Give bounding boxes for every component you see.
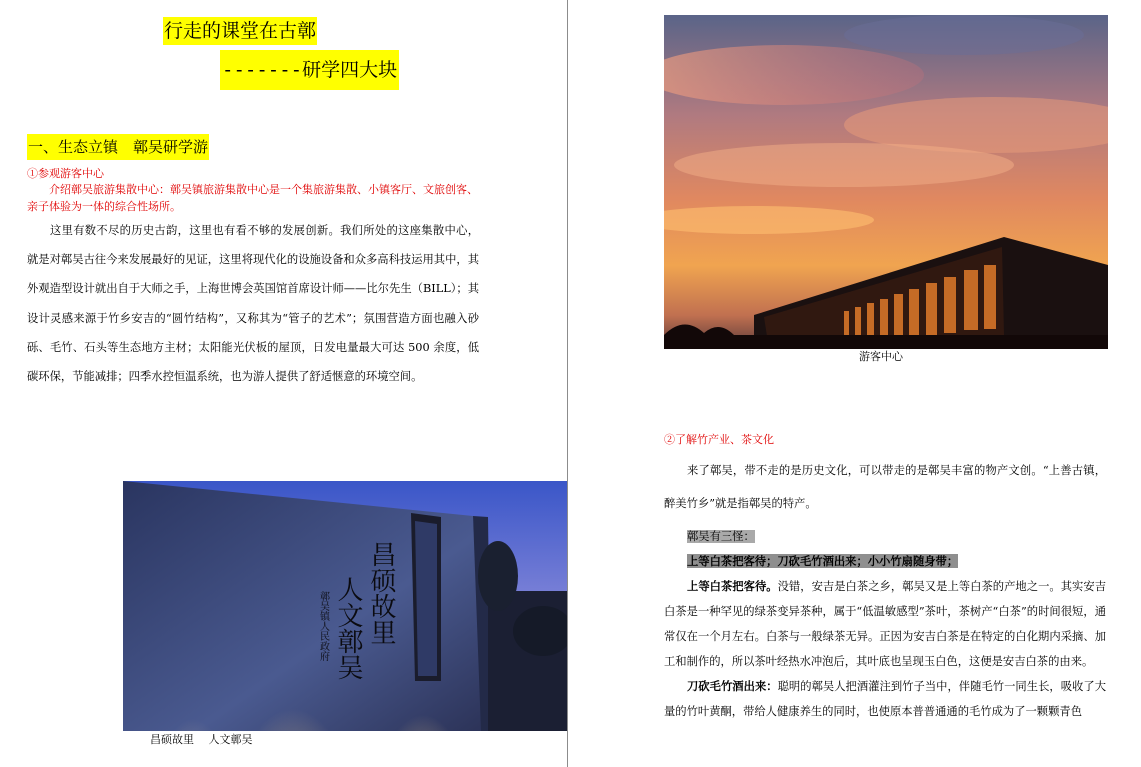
tea-title: 上等白茶把客待。 <box>687 579 778 593</box>
section-heading: 一、生态立镇 鄣吴研学游 <box>27 134 209 160</box>
bamboo-paragraph <box>664 674 1106 724</box>
right-body <box>664 454 1106 724</box>
svg-text:昌硕故里: 昌硕故里 <box>366 541 396 645</box>
bamboo-title: 刀砍毛竹酒出来： <box>687 679 778 693</box>
tea-text: 没错，安吉是白茶之乡，鄣吴又是上等白茶的产地之一。其实安吉白茶是一种罕见的绿茶变异茶种，属于“低温敏感型”茶叶，茶树产“白茶”的时间很短，通常仅在一个月左右。白茶与一般绿茶无异。正因为安吉白茶是在特定的白化期内采摘、加工和制作的，所以茶叶经热水冲泡后，其叶底也呈现玉白色，这便是安吉白茶的由来。 <box>664 580 1106 668</box>
document-title: 行走的课堂在古鄣 <box>163 17 317 45</box>
sub-heading-visitor-center: ①参观游客中心 <box>27 167 104 180</box>
three-wonders-label-line <box>664 524 1106 549</box>
paragraph-text: 这里有数不尽的历史古韵，这里也有看不够的发展创新。我们所处的这座集散中心，就是对鄣吴古往今来发展最好的见证，这里将现代化的设施设备和众多高科技运用其中，其外观造型设计就出自于大师之手，上海世博会英国馆首席设计师——比尔先生（BILL）；其设计灵感来源于竹乡安吉的“圆竹结构”，又称其为“管子的艺术”；氛围营造方面也融入砂砾、毛竹、石头等生态地方主材；太阳能光伏板的屋顶，日发电量最大可达 500 余度，低碳环保，节能减排；四季水控恒温系统，也为游人提供了舒适惬意的环境空间。 <box>27 224 479 384</box>
document-subtitle <box>220 50 399 90</box>
wall-photo-caption: 昌硕故里 人文鄣吴 <box>150 733 253 746</box>
three-wonders-label: 鄣吴有三怪： <box>687 530 755 543</box>
three-wonders: 上等白茶把客待；刀砍毛竹酒出来；小小竹扇随身带； <box>687 554 959 568</box>
subtitle-text: 研学四大块 <box>302 59 398 81</box>
sunset-photo <box>664 15 1108 349</box>
right-page <box>568 0 1141 767</box>
bamboo-text: 聪明的鄣吴人把酒灌注到竹子当中，伴随毛竹一同生长，吸收了大量的竹叶黄酮，带给人健康养生的同时，也使原本普普通通的毛竹成为了一颗颗青色 <box>664 680 1106 718</box>
left-page <box>0 0 567 767</box>
tea-paragraph <box>664 574 1106 674</box>
sub-heading-bamboo-tea: ②了解竹产业、茶文化 <box>664 433 774 446</box>
subtitle-dashes: ------- <box>222 59 303 81</box>
body-paragraph <box>27 216 479 391</box>
svg-text:鄣吴镇人民政府: 鄣吴镇人民政府 <box>317 591 329 661</box>
wall-photo <box>123 481 567 731</box>
sunset-photo-caption: 游客中心 <box>859 350 903 363</box>
svg-text:人文鄣吴: 人文鄣吴 <box>333 576 363 680</box>
intro-text: 介绍鄣吴旅游集散中心：鄣吴镇旅游集散中心是一个集旅游集散、小镇客厅、文旅创客、亲子体验为一体的综合性场所。 <box>27 183 478 213</box>
three-wonders-line <box>664 549 1106 574</box>
para-intro: 来了鄣吴，带不走的是历史文化，可以带走的是鄣吴丰富的物产文创。“上善古镇，醉美竹乡”就是指鄣吴的特产。 <box>664 464 1106 510</box>
